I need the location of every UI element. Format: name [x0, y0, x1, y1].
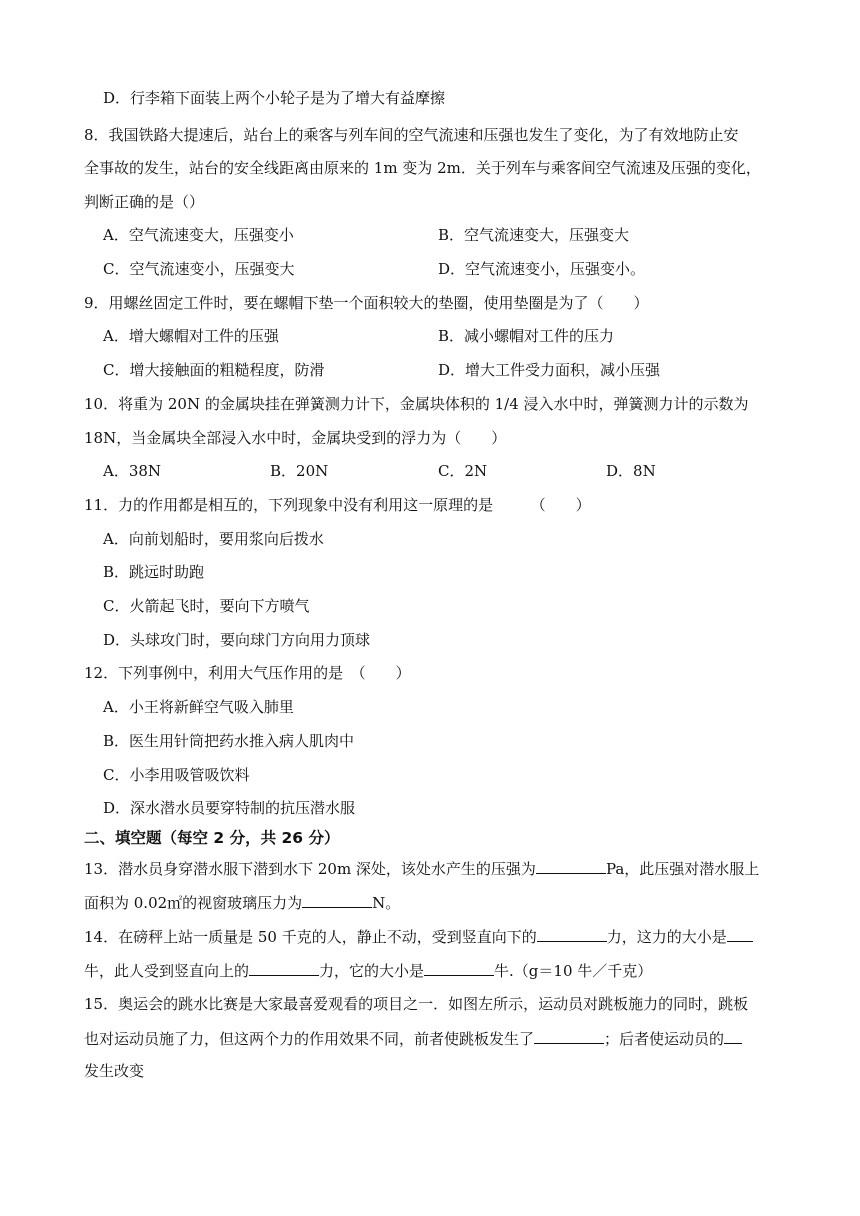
q13-text-3: 面积为 0.02㎡的视窗玻璃压力为	[84, 894, 303, 912]
q14-text-2: 力，这力的大小是	[606, 928, 727, 946]
q8-option-b: B．空气流速变大，压强变大	[438, 226, 630, 244]
q8-option-d: D．空气流速变小，压强变小。	[438, 260, 646, 278]
q14-line-2	[84, 960, 800, 981]
q7-option-d: D．行李箱下面装上两个小轮子是为了增大有益摩擦	[103, 89, 446, 107]
q10-stem-line-2: 18N，当金属块全部浸入水中时，金属块受到的浮力为（ ）	[84, 429, 507, 447]
section-2-heading: 二、填空题（每空 2 分，共 26 分）	[84, 829, 340, 847]
q15-blank-1[interactable]	[534, 1028, 604, 1044]
q11-stem: 11．力的作用都是相互的，下列现象中没有利用这一原理的是 （ ）	[84, 496, 591, 514]
q14-blank-1[interactable]	[537, 926, 607, 942]
q12-option-b: B．医生用针筒把药水推入病人肌肉中	[103, 732, 355, 750]
q13-line-2	[84, 892, 800, 913]
q14-text-5: 牛.（g＝10 牛／千克）	[494, 962, 653, 980]
q15-line-3: 发生改变	[84, 1062, 145, 1080]
q9-stem: 9．用螺丝固定工件时，要在螺帽下垫一个面积较大的垫圈，使用垫圈是为了（ ）	[84, 294, 649, 312]
q9-option-d: D．增大工件受力面积，减小压强	[438, 361, 661, 379]
q10-option-c: C．2N	[438, 462, 488, 480]
q10-option-d: D．8N	[606, 462, 656, 480]
q8-stem-line-2: 全事故的发生，站台的安全线距离由原来的 1m 变为 2m．关于列车与乘客间空气流速及压强的变化，	[84, 159, 761, 177]
q13-line-1	[84, 858, 800, 879]
q8-option-a: A．空气流速变大，压强变小	[103, 226, 294, 244]
q15-blank-2[interactable]	[724, 1028, 742, 1044]
q11-option-b: B．跳远时助跑	[103, 563, 205, 581]
q13-blank-1[interactable]	[536, 858, 606, 874]
q14-text-3: 牛，此人受到竖直向上的	[84, 962, 250, 980]
q15-line-2	[84, 1028, 800, 1049]
q14-blank-2[interactable]	[727, 926, 753, 942]
q13-text-1: 13．潜水员身穿潜水服下潜到水下 20m 深处，该处水产生的压强为	[84, 860, 536, 878]
q14-text-1: 14．在磅秤上站一质量是 50 千克的人，静止不动，受到竖直向下的	[84, 928, 537, 946]
q14-blank-3[interactable]	[249, 960, 319, 976]
q8-option-c: C．空气流速变小，压强变大	[103, 260, 295, 278]
q14-blank-4[interactable]	[424, 960, 494, 976]
q12-option-c: C．小李用吸管吸饮料	[103, 766, 250, 784]
q10-option-b: B．20N	[270, 462, 329, 480]
q13-text-4: N。	[372, 894, 401, 912]
q10-stem-line-1: 10．将重为 20N 的金属块挂在弹簧测力计下，金属块体积的 1/4 浸入水中时，弹簧测力计的示数为	[84, 395, 749, 413]
q11-option-d: D．头球攻门时，要向球门方向用力顶球	[103, 631, 371, 649]
q9-option-c: C．增大接触面的粗糙程度，防滑	[103, 361, 325, 379]
q12-option-a: A．小王将新鲜空气吸入肺里	[103, 698, 294, 716]
q8-stem-line-1: 8．我国铁路大提速后，站台上的乘客与列车间的空气流速和压强也发生了变化，为了有效地防止安	[84, 126, 739, 144]
q8-stem-line-3: 判断正确的是（）	[84, 193, 205, 211]
q14-line-1	[84, 926, 800, 947]
q12-option-d: D．深水潜水员要穿特制的抗压潜水服	[103, 799, 356, 817]
q15-text-1: 也对运动员施了力，但这两个力的作用效果不同，前者使跳板发生了	[84, 1030, 535, 1048]
q11-option-a: A．向前划船时，要用浆向后拨水	[103, 530, 324, 548]
q9-option-a: A．增大螺帽对工件的压强	[103, 327, 279, 345]
q11-option-c: C．火箭起飞时，要向下方喷气	[103, 597, 310, 615]
q12-stem: 12．下列事例中，利用大气压作用的是 （ ）	[84, 664, 411, 682]
q15-text-2: ；后者使运动员的	[604, 1030, 725, 1048]
q9-option-b: B．减小螺帽对工件的压力	[438, 327, 615, 345]
q15-line-1: 15．奥运会的跳水比赛是大家最喜爱观看的项目之一．如图左所示，运动员对跳板施力的同时，跳板	[84, 995, 749, 1013]
q14-text-4: 力，它的大小是	[319, 962, 425, 980]
q13-text-2: Pa，此压强对潜水服上	[605, 860, 760, 878]
q10-option-a: A．38N	[103, 462, 162, 480]
q13-blank-2[interactable]	[302, 892, 372, 908]
